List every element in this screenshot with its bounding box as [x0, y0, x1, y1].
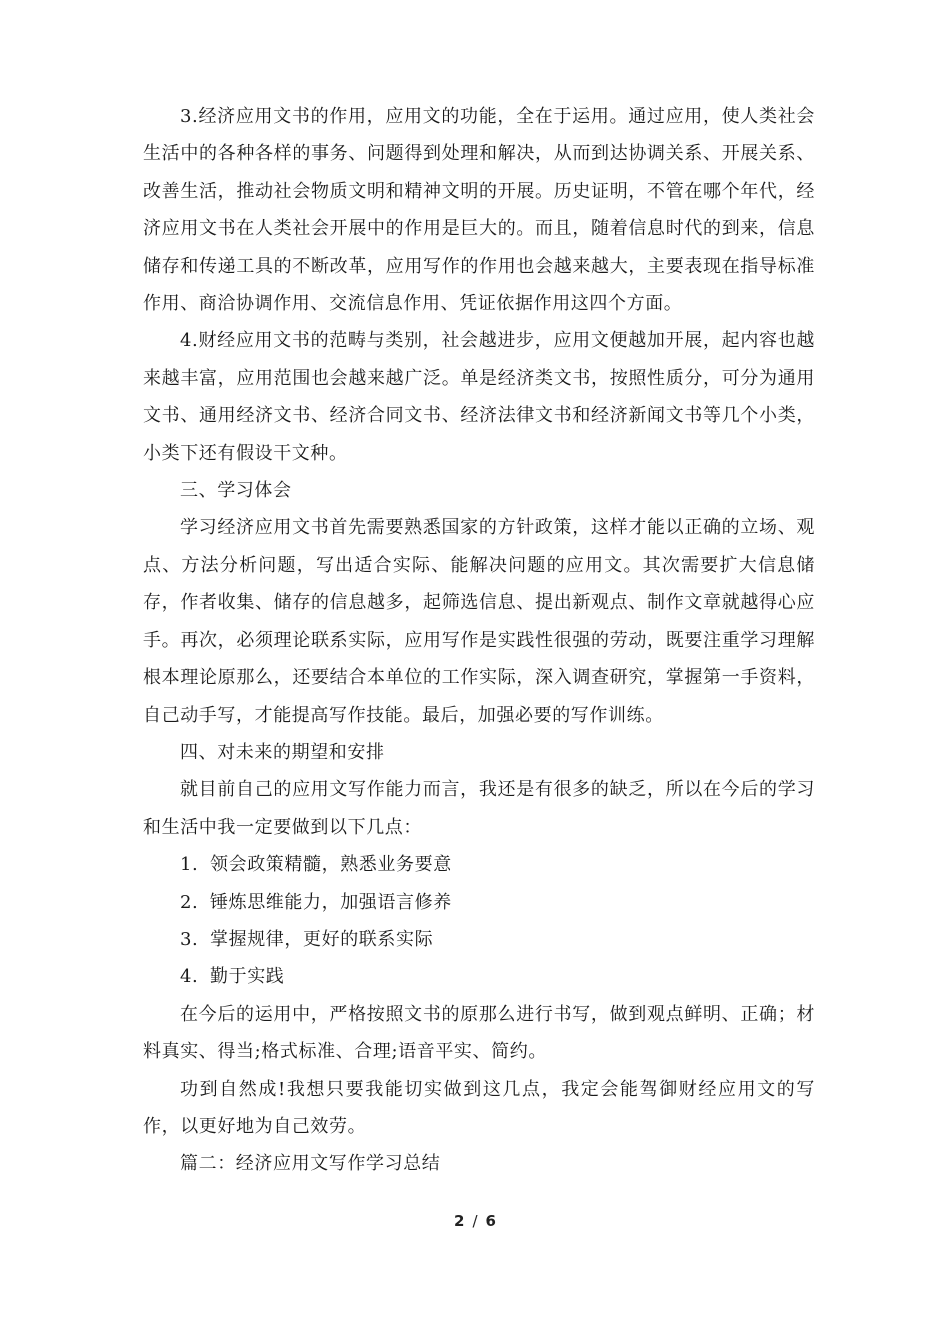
paragraph-role-of-documents: 3.经济应用文书的作用，应用文的功能，全在于运用。通过应用，使人类社会生活中的各种各样的事务、问题得到处理和解决，从而到达协调关系、开展关系、改善生活，推动社会物质文明和精神文明的开展。历史证明，不管在哪个年代，经济应用文书在人类社会开展中的作用是巨大的。而且，随着信息时代的到来，信息储存和传递工具的不断改革，应用写作的作用也会越来越大，主要表现在指导标准作用、商洽协调作用、交流信息作用、凭证依据作用这四个方面。 [143, 106, 815, 315]
list-item-number: 3. [180, 928, 199, 950]
paragraph-scope-and-categories: 4.财经应用文书的范畴与类别，社会越进步，应用文便越加开展，起内容也越来越丰富，应用范围也会越来越广泛。单是经济类文书，按照性质分，可分为通用文书、通用经济文书、经济合同文书、经济法律文书和经济新闻文书等几个小类，小类下还有假设干文种。 [143, 330, 815, 464]
list-item-text: 领会政策精髓，熟悉业务要意 [210, 854, 452, 876]
page-number-footer [0, 1212, 950, 1230]
paragraph-future-intro: 就目前自己的应用文写作能力而言，我还是有很多的缺乏，所以在今后的学习和生活中我一定要做到以下几点： [143, 779, 815, 838]
paragraph-conclusion: 功到自然成!我想只要我能切实做到这几点，我定会能驾御财经应用文的写作，以更好地为自己效劳。 [143, 1078, 815, 1137]
paragraph-learning-experience: 学习经济应用文书首先需要熟悉国家的方针政策，这样才能以正确的立场、观点、方法分析问题，写出适合实际、能解决问题的应用文。其次需要扩大信息储存，作者收集、储存的信息越多，起筛选信息、提出新观点、制作文章就越得心应手。再次，必须理论联系实际，应用写作是实践性很强的劳动，既要注重学习理解根本理论原那么，还要结合本单位的工作实际，深入调查研究，掌握第一手资料，自己动手写，才能提高写作技能。最后，加强必要的写作训练。 [143, 517, 815, 726]
list-item-text: 掌握规律，更好的联系实际 [210, 928, 434, 950]
current-page-number: 2 [454, 1212, 465, 1230]
list-item [143, 884, 815, 921]
list-item-text: 锤炼思维能力，加强语言修养 [210, 891, 452, 913]
section-heading-learning-experience: 三、学习体会 [180, 480, 292, 502]
document-page [143, 98, 815, 1183]
next-article-heading: 篇二：经济应用文写作学习总结 [180, 1153, 441, 1175]
list-item-number: 1. [180, 854, 199, 876]
list-item-number: 2. [180, 891, 199, 913]
list-item [143, 958, 815, 995]
paragraph-writing-principles: 在今后的运用中，严格按照文书的原那么进行书写，做到观点鲜明、正确；材料真实、得当;格式标准、合理;语音平实、简约。 [143, 1003, 815, 1063]
section-heading-future-plans: 四、对未来的期望和安排 [180, 741, 385, 763]
goals-list [143, 846, 815, 996]
list-item-number: 4. [180, 966, 199, 988]
page-separator: / [472, 1212, 478, 1230]
list-item [143, 846, 815, 883]
list-item [143, 921, 815, 958]
total-pages-number: 6 [485, 1212, 496, 1230]
list-item-text: 勤于实践 [210, 966, 285, 988]
